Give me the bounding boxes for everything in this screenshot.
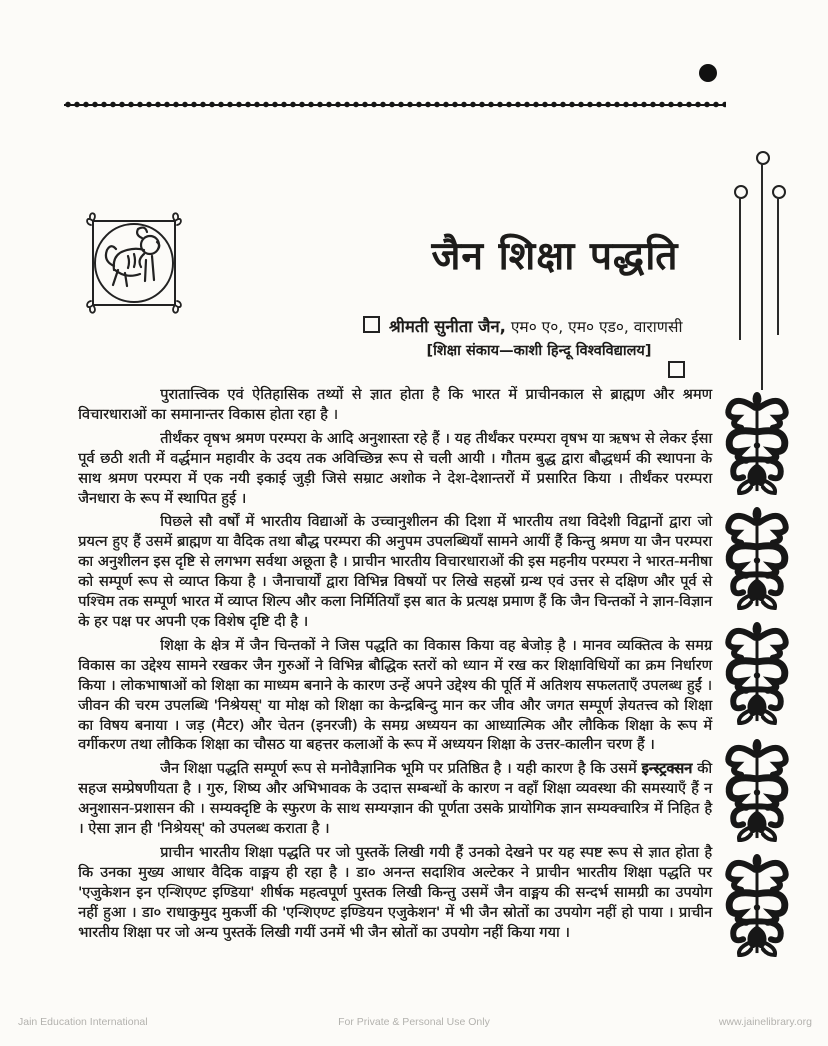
damask-ornament-icon [721, 505, 793, 612]
rail-line [761, 163, 763, 390]
paragraph-segment: जैन शिक्षा पद्धति सम्पूर्ण रूप से मनोवैज्ञानिक भूमि पर प्रतिष्ठित है । यही कारण है कि उसमें [160, 760, 642, 778]
author-degrees: एम० ए०, एम० एड०, वाराणसी [505, 318, 683, 336]
dotted-divider [64, 100, 726, 109]
damask-ornament-icon [721, 737, 793, 844]
footer-center-label: For Private & Personal Use Only [338, 1016, 490, 1028]
body-paragraph: तीर्थंकर वृषभ श्रमण परम्परा के आदि अनुशास्ता रहे हैं । यह तीर्थंकर परम्परा वृषभ या ऋषभ से लेकर ईसा पूर्व छठी शती में वर्द्धमान महावीर के उदय तक अविच्छिन्न रूप से चली आयी । गौतम बुद्ध द्वारा बौद्धधर्म की स्थापना के साथ श्रमण परम्परा में एक नयी इकाई जुड़ी जिसे सम्राट अशोक ने देश-देशान्तरों में प्रसारित किया । तीर्थंकर परम्परा जैनधारा के रूप में स्थापित हुई । [78, 429, 712, 507]
author-affiliation: [शिक्षा संकाय—काशी हिन्दू विश्वविद्यालय] [426, 343, 652, 359]
rail-circle-icon [734, 185, 748, 199]
author-line [363, 314, 715, 337]
damask-ornament-icon [721, 620, 793, 727]
body-paragraph: पुरातात्त्विक एवं ऐतिहासिक तथ्यों से ज्ञात होता है कि भारत में प्राचीनकाल से ब्राह्मण और श्रमण विचारधाराओं का समानान्तर विकास होता रहा है । [78, 386, 712, 423]
paragraph-segment: की सहज सम्प्रेषणीयता है । गुरु, शिष्य और अभिभावक के उदात्त सम्बन्धों के कारण न वहाँ शिक्षा व्यवस्था की समस्याएँ हैं न अनुशासन-प्रशासन की । सम्यक्दृष्टि के स्फुरण के साथ सम्यग्ज्ञान की पूर्णता उसके प्रायोगिक ज्ञान सम्यक्चारित्र में निहित है । ऐसा ज्ञान ही 'निश्रेयस्' को उपलब्ध कराता है । [78, 760, 712, 838]
rail-line [739, 197, 741, 340]
article-body [78, 385, 712, 946]
rail-circle-icon [772, 185, 786, 199]
author-name: श्रीमती सुनीता जैन, [389, 317, 506, 336]
scan-dot-icon [699, 64, 717, 82]
square-mark-icon [668, 361, 685, 378]
page-title: जैन शिक्षा पद्धति [431, 234, 679, 279]
damask-ornament-icon [721, 390, 793, 497]
damask-ornament-icon [721, 852, 793, 959]
footer-left-label: Jain Education International [18, 1016, 148, 1028]
square-bullet-icon [363, 316, 380, 333]
rail-circle-icon [756, 151, 770, 165]
jain-lion-stamp-icon [82, 208, 186, 318]
emphasized-word: इन्स्ट्रक्सन [641, 760, 693, 778]
body-paragraph: शिक्षा के क्षेत्र में जैन चिन्तकों ने जिस पद्धति का विकास किया वह बेजोड़ है । मानव व्यक्तित्व के समग्र विकास का उद्देश्य सामने रखकर जैन गुरुओं ने विभिन्न बौद्धिक स्तरों को ध्यान में रख कर शिक्षाविधियों का क्रम निर्धारण किया । लोकभाषाओं को शिक्षा का माध्यम बनाने के कारण उन्हें अपने उद्देश्य की पूर्ति में अतिशय सफलताएँ उपलब्ध हुईं । जीवन की चरम उपलब्धि 'निश्रेयस्' या मोक्ष को शिक्षा का केन्द्रबिन्दु मान कर जीव और जगत सम्पूर्ण ज्ञेयतत्त्व को शिक्षा का विषय बनाया । जड़ (मैटर) और चेतन (इनरजी) के समग्र अध्ययन का आध्यात्मिक और लौकिक शिक्षा के रूप में वर्गीकरण तथा लौकिक शिक्षा का चौसठ या बहत्तर कलाओं के रूप में अध्ययन शिक्षा के उत्तर-कालीन चरण हैं । [78, 636, 712, 754]
footer-url-label: www.jainelibrary.org [718, 1016, 812, 1028]
body-paragraph: पिछले सौ वर्षों में भारतीय विद्याओं के उच्चानुशीलन की दिशा में भारतीय तथा विदेशी विद्वानों द्वारा जो प्रयत्न हुए हैं उसमें ब्राह्मण या वैदिक तथा बौद्ध परम्परा की अनुपम उपलब्धियाँ सामने आयीं हैं किन्तु श्रमण या जैन परम्परा का अनुशीलन इस दृष्टि से लगभग सर्वथा अछूता है । प्राचीन भारतीय विचारधाराओं की इस महनीय परम्परा ने भारत-मनीषा को सम्पूर्ण रूप से व्याप्त किया है । जैनाचार्यों द्वारा विभिन्न विषयों पर लिखे सहस्रों ग्रन्थ एवं उत्तर से दक्षिण और पूर्व से पश्चिम तक सम्पूर्ण भारत में व्याप्त शिल्प और कला निर्मितियाँ इस बात के प्रत्यक्ष प्रमाण हैं कि जैन चिन्तकों ने ज्ञान-विज्ञान के हर पक्ष पर अपनी एक विशेष दृष्टि दी है । [78, 513, 712, 630]
body-paragraph: प्राचीन भारतीय शिक्षा पद्धति पर जो पुस्तकें लिखी गयी हैं उनको देखने पर यह स्पष्ट रूप से ज्ञात होता है कि उनका मुख्य आधार वैदिक वाङ्मय ही रहा है । डा० अनन्त सदाशिव अल्टेकर ने प्राचीन भारतीय शिक्षा पद्धति पर 'एजुकेशन इन एन्शिएण्ट इण्डिया' शीर्षक महत्वपूर्ण पुस्तक लिखी किन्तु उसमें जैन वाङ्मय की सन्दर्भ सामग्री का उपयोग नहीं हुआ । डा० राधाकुमुद मुकर्जी की 'एन्शिएण्ट इण्डियन एजुकेशन' में भी जैन स्रोतों का उपयोग नहीं हो पाया । प्राचीन भारतीय शिक्षा पर जो अन्य पुस्तकें लिखी गयीं उनमें भी जैन स्रोतों का उपयोग नहीं किया गया । [78, 843, 712, 941]
body-paragraph [78, 759, 712, 839]
rail-line [777, 197, 779, 335]
scan-footer [0, 1016, 828, 1036]
